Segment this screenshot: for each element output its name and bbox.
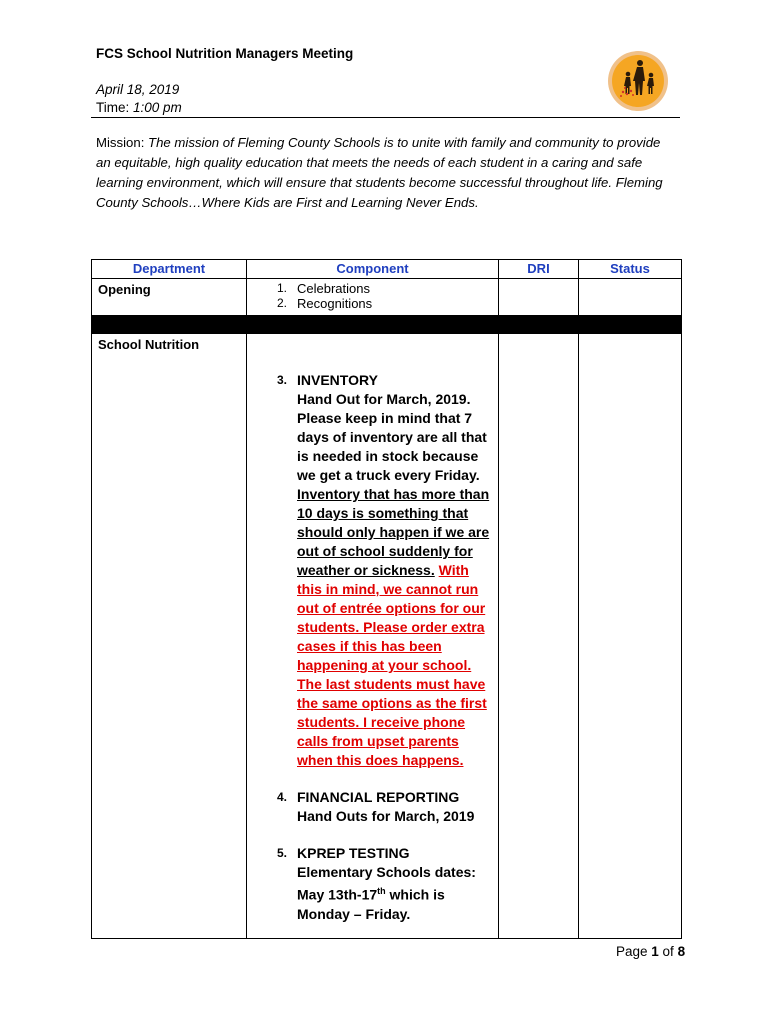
kprep-dates-sup: th: [377, 886, 386, 896]
page-of-label: of: [658, 944, 678, 959]
status-opening: [579, 279, 682, 316]
separator-cell: [92, 316, 247, 334]
item-heading: KPREP TESTING: [297, 845, 410, 861]
kprep-days: Monday – Friday.: [297, 905, 411, 922]
mission-text: The mission of Fleming County Schools is to unite with family and community to provide an equitable, high quality education that meets the needs of each student in a caring and safe learning environment, which will ensure that students become successful throughout life. Fleming County Schools…Where Kids are First and Learning Never Ends.: [96, 135, 663, 210]
item-number: 5.: [277, 846, 288, 860]
item-number: 3.: [277, 373, 288, 387]
page-footer: [616, 944, 685, 959]
status-school-nutrition: [579, 334, 682, 939]
header-divider: [91, 117, 680, 118]
kprep-dates: [297, 882, 492, 905]
page-label: Page: [616, 944, 652, 959]
kprep-text: Elementary Schools dates:: [297, 864, 476, 880]
list-item: [253, 281, 492, 296]
separator-cell: [499, 316, 579, 334]
dri-opening: [499, 279, 579, 316]
meeting-date: April 18, 2019: [96, 82, 180, 97]
item-heading: FINANCIAL REPORTING: [297, 789, 460, 805]
item-heading: INVENTORY: [297, 372, 378, 388]
mission-statement: [96, 133, 666, 213]
table-header-row: [92, 260, 682, 279]
time-value: 1:00 pm: [133, 100, 182, 115]
header-department: Department: [92, 260, 247, 279]
item-number: 1.: [277, 281, 288, 295]
agenda-table: [91, 259, 682, 939]
component-school-nutrition: [247, 334, 499, 939]
separator-cell: [247, 316, 499, 334]
header-component: Component: [247, 260, 499, 279]
meeting-time: [96, 100, 182, 115]
list-item: [253, 296, 492, 311]
inventory-red-warning-text: With this in mind, we cannot run out of entrée options for our students. Please order extra cases if this has been happening at your school. The last students must have the same options as the first students. I receive phone calls from upset parents when this does happens.: [297, 562, 487, 768]
header-status: Status: [579, 260, 682, 279]
inventory-text: Hand Out for March, 2019. Please keep in mind that 7 days of inventory are all that is needed in stock because we get a truck every Friday.: [297, 391, 487, 483]
kprep-dates-end: which is: [385, 886, 445, 903]
item-number: 2.: [277, 296, 288, 310]
section-separator-row: [92, 316, 682, 334]
component-opening: [247, 279, 499, 316]
item-number: 4.: [277, 790, 288, 804]
table-row-school-nutrition: [92, 334, 682, 939]
list-item-kprep-testing: [253, 844, 492, 924]
dri-school-nutrition: [499, 334, 579, 939]
school-family-logo-icon: [607, 50, 669, 112]
department-school-nutrition: School Nutrition: [92, 334, 247, 939]
table-row-opening: [92, 279, 682, 316]
department-opening: Opening: [92, 279, 247, 316]
financial-text: Hand Outs for March, 2019: [297, 808, 475, 824]
time-label: Time:: [96, 100, 133, 115]
list-item-financial-reporting: [253, 788, 492, 826]
page-total: 8: [677, 944, 686, 959]
mission-label: Mission:: [96, 135, 149, 150]
list-item-inventory: [253, 371, 492, 770]
separator-cell: [579, 316, 682, 334]
page-number: 1: [651, 944, 659, 959]
inventory-underlined-text: Inventory that has more than 10 days is something that should only happen if we are out of school suddenly for weather or sickness.: [297, 486, 490, 578]
header-dri: DRI: [499, 260, 579, 279]
kprep-dates-start: May 13th-17: [297, 886, 378, 903]
nutrition-list: [253, 334, 492, 928]
meeting-title: FCS School Nutrition Managers Meeting: [96, 46, 354, 61]
item-text: Celebrations: [297, 281, 370, 296]
opening-list: [253, 279, 492, 315]
item-text: Recognitions: [297, 296, 373, 311]
